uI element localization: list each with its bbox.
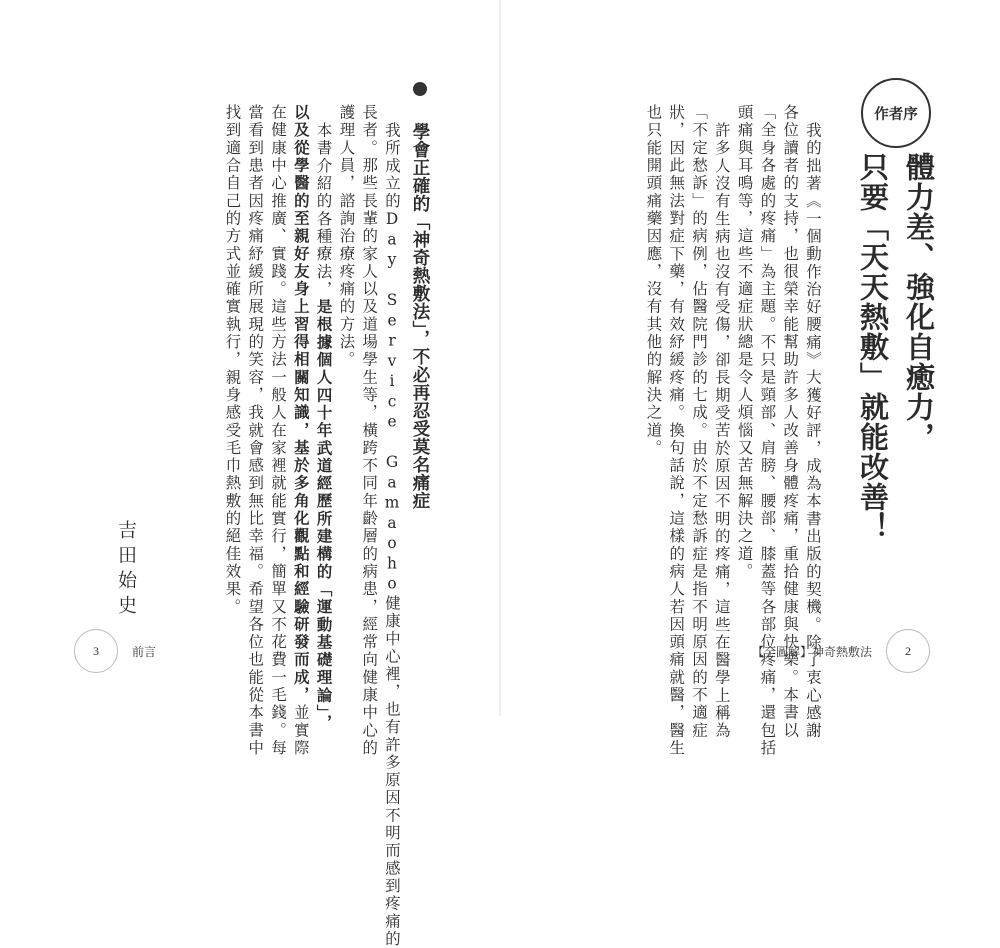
body-line <box>312 104 335 733</box>
body-line: 頭痛與耳鳴等，這些不適症狀總是令人煩惱又苦無解決之道。 <box>735 104 754 581</box>
body-emphasis: 是根據個人四十年武道經歷所建構的「運動基礎理論」， <box>314 298 333 733</box>
body-line: 也只能開頭痛藥因應，沒有其他的解決之道。 <box>644 104 663 457</box>
body-line: 「不定愁訴」的病例，佔醫院門診的七成。由於不定愁訴症是指不明原因的不適症 <box>690 104 709 740</box>
body-line: 當看到患者因疼痛紓緩所展現的笑容，我就會感到無比幸福。希望各位也能從本書中 <box>246 104 265 758</box>
page-number-label: 2 <box>905 643 911 658</box>
left-page-body <box>173 104 403 948</box>
page-fold <box>499 0 501 716</box>
body-line: 我所成立的Day Service Gamaoho健康中心裡，也有許多原因不明而感到疼痛的 <box>383 122 401 948</box>
body-line: 「全身各處的疼痛」為主題。不只是頸部、肩膀、腰部、膝蓋等各部位疼痛，還包括 <box>758 104 777 758</box>
author-preface-badge <box>861 78 931 148</box>
body-line: 長者。那些長輩的家人以及道場學生等，橫跨不同年齡層的病患，經常向健康中心的 <box>360 104 379 758</box>
body-line: 在健康中心推廣、實踐。這些方法一般人在家裡就能實行，簡單又不花費一毛錢。每 <box>269 104 288 758</box>
body-line: 各位讀者的支持，也很榮幸能幫助許多人改善身體疼痛，重拾健康與快樂。本書以 <box>781 104 800 740</box>
body-line: 我的拙著《一個動作治好腰痛》大獲好評，成為本書出版的契機。除了衷心感謝 <box>804 122 822 740</box>
badge-label: 作者序 <box>874 106 918 123</box>
page-number-right <box>886 629 930 673</box>
footer-section-label: 前言 <box>132 645 157 659</box>
body-emphasis: 以及從學醫的至親好友身上習得相關知識，基於多角化觀點和經驗研發而成， <box>291 104 310 705</box>
author-signature: 吉田始史 <box>115 520 137 620</box>
footer-book-title: 【全圖解】神奇熱敷法 <box>752 645 873 659</box>
title-line-1: 體力差、強化自癒力， <box>902 152 936 452</box>
body-line: 護理人員，諮詢治療疼痛的方法。 <box>337 104 356 369</box>
body-line: 許多人沒有生病也沒有受傷，卻長期受苦於原因不明的疼痛，這些在醫學上稱為 <box>712 122 731 740</box>
title-line-2: 只要「天天熱敷」就能改善！ <box>856 152 890 542</box>
body-line <box>289 104 312 758</box>
body-line: 狀，因此無法對症下藥，有效紓緩疼痛。換句話說，這樣的病人若因頭痛就醫，醫生 <box>667 104 686 758</box>
body-segment: 本書介紹的各種療法， <box>314 122 333 299</box>
section-heading-text: 學會正確的「神奇熱敷法」，不必再忍受莫名痛症 <box>410 122 430 510</box>
page-number-label: 3 <box>93 643 99 658</box>
preface-title <box>848 152 940 542</box>
page-number-left <box>74 629 118 673</box>
body-line: 找到適合自己的方式並確實執行，親身感受毛巾熱敷的絕佳效果。 <box>223 104 242 616</box>
bullet-icon <box>413 82 427 96</box>
body-segment: 並實際 <box>291 704 310 758</box>
section-heading <box>408 82 433 532</box>
